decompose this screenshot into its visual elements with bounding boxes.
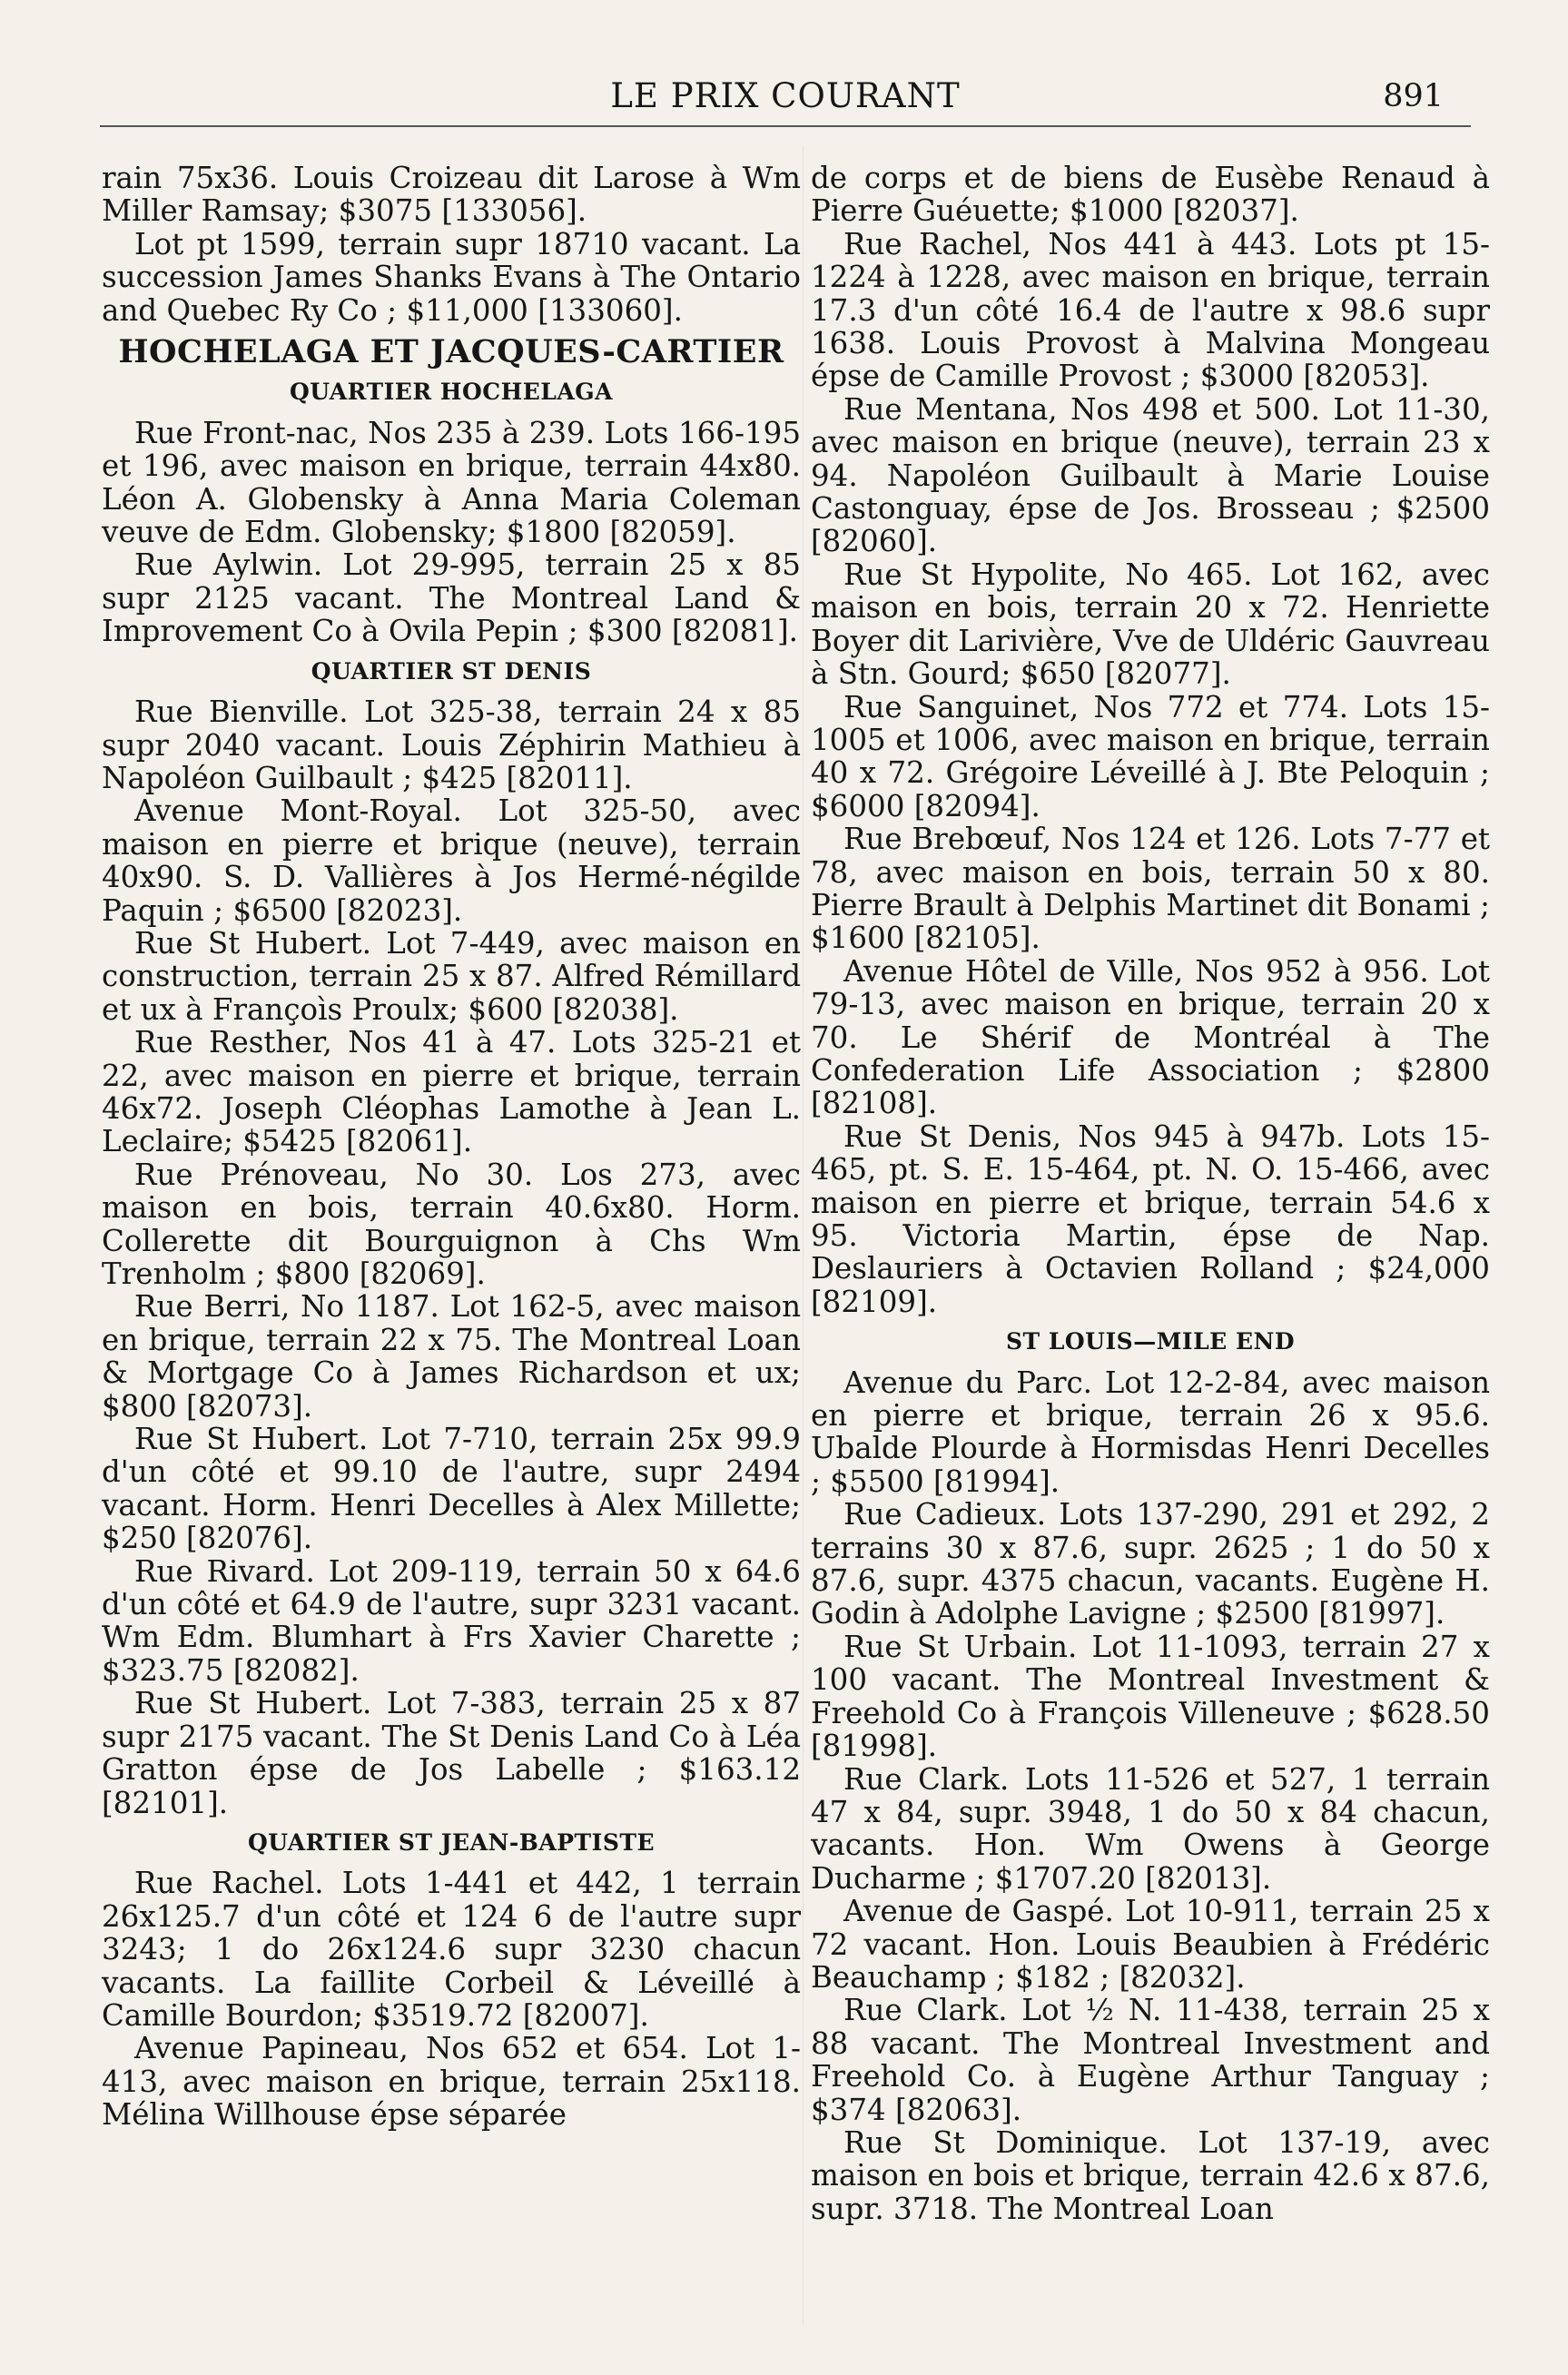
listing-entry: Avenue Hôtel de Ville, Nos 952 à 956. Lot 79-13, avec maison en brique, terrain 20 x 70. Le Shérif de Montréal à The Confederation Life Association ; $2800 [82108]. (811, 953, 1490, 1121)
listing-entry: Avenue Papineau, Nos 652 et 654. Lot 1-413, avec maison en brique, terrain 25x118. Mélina Willhouse épse séparée (102, 2031, 801, 2133)
listing-entry: Lot pt 1599, terrain supr 18710 vacant. La succession James Shanks Evans à The Ontario and Quebec Ry Co ; $11,000 [133060]. (102, 226, 801, 328)
listing-entry: Avenue Mont-Royal. Lot 325-50, avec maison en pierre et brique (neuve), terrain 40x90. S. D. Vallières à Jos Hermé-négilde Paquin ; $6500 [82023]. (102, 793, 801, 928)
listing-entry: Rue Resther, Nos 41 à 47. Lots 325-21 et 22, avec maison en pierre et brique, terrain 46x72. Joseph Cléophas Lamothe à Jean L. Leclaire; $5425 [82061]. (102, 1025, 801, 1159)
listing-entry: rain 75x36. Louis Croizeau dit Larose à Wm Miller Ramsay; $3075 [133056]. (102, 161, 801, 229)
listing-entry: de corps et de biens de Eusèbe Renaud à Pierre Guéuette; $1000 [82037]. (811, 161, 1490, 229)
listing-entry: Rue Mentana, Nos 498 et 500. Lot 11-30, avec maison en brique (neuve), terrain 23 x 94. Napoléon Guilbault à Marie Louise Castonguay, épse de Jos. Brosseau ; $2500 [82060]. (811, 391, 1490, 559)
listing-entry: Rue Berri, No 1187. Lot 162-5, avec maison en brique, terrain 22 x 75. The Montreal Loan & Mortgage Co à James Richardson et ux; $800 [82073]. (102, 1289, 801, 1424)
header-rule (100, 125, 1471, 127)
right-column (811, 162, 1490, 2225)
section-heading: QUARTIER ST DENIS (311, 657, 592, 685)
page-header (100, 73, 1471, 127)
listing-entry: Rue Aylwin. Lot 29-995, terrain 25 x 85 supr 2125 vacant. The Montreal Land & Improvement Co à Ovila Pepin ; $300 [82081]. (102, 547, 801, 649)
section-heading: HOCHELAGA ET JACQUES-CARTIER (118, 333, 784, 371)
listing-entry: Rue Rachel, Nos 441 à 443. Lots pt 15-1224 à 1228, avec maison en brique, terrain 17.3 d'un côté 16.4 de l'autre x 98.6 supr 1638. Louis Provost à Malvina Mongeau épse de Camille Provost ; $3000 [82053]. (811, 226, 1490, 394)
section-heading: QUARTIER ST JEAN-BAPTISTE (247, 1828, 656, 1856)
listing-entry: Rue St Hypolite, No 465. Lot 162, avec maison en bois, terrain 20 x 72. Henriette Boyer dit Larivière, Vve de Uldéric Gauvreau à Stn. Gourd; $650 [82077]. (811, 557, 1490, 692)
listing-entry: Rue St Denis, Nos 945 à 947b. Lots 15-465, pt. S. E. 15-464, pt. N. O. 15-466, avec maison en pierre et brique, terrain 54.6 x 95. Victoria Martin, épse de Nap. Deslauriers à Octavien Rolland ; $24,000 [82109]. (811, 1119, 1490, 1319)
listing-entry: Rue Brebœuf, Nos 124 et 126. Lots 7-77 et 78, avec maison en bois, terrain 50 x 80. Pierre Brault à Delphis Martinet dit Bonami ; $1600 [82105]. (811, 822, 1490, 956)
page-number: 891 (1383, 78, 1444, 114)
listing-entry: Rue Cadieux. Lots 137-290, 291 et 292, 2 terrains 30 x 87.6, supr. 2625 ; 1 do 50 x 87.6, supr. 4375 chacun, vacants. Eugène H. Godin à Adolphe Lavigne ; $2500 [81997]. (811, 1497, 1490, 1631)
listing-entry: Rue Bienville. Lot 325-38, terrain 24 x 85 supr 2040 vacant. Louis Zéphirin Mathieu à Napoléon Guilbault ; $425 [82011]. (102, 695, 801, 795)
publication-title: LE PRIX COURANT (610, 76, 961, 115)
listing-entry: Rue Rivard. Lot 209-119, terrain 50 x 64.6 d'un côté et 64.9 de l'autre, supr 3231 vacant. Wm Edm. Blumhart à Frs Xavier Charette ; $323.75 [82082]. (102, 1553, 801, 1688)
listing-entry: Rue Clark. Lot ½ N. 11-438, terrain 25 x 88 vacant. The Montreal Investment and Freehold Co. à Eugène Arthur Tanguay ; $374 [82063]. (811, 1993, 1490, 2127)
listing-entry: Rue Rachel. Lots 1-441 et 442, 1 terrain 26x125.7 d'un côté et 124 6 de l'autre supr 3243; 1 do 26x124.6 supr 3230 chacun vacants. La faillite Corbeil & Léveillé à Camille Bourdon; $3519.72 [82007]. (102, 1866, 801, 2033)
left-column (102, 162, 801, 2132)
listing-entry: Rue St Dominique. Lot 137-19, avec maison en bois et brique, terrain 42.6 x 87.6, supr. 3718. The Montreal Loan (811, 2124, 1490, 2226)
section-heading: QUARTIER HOCHELAGA (289, 379, 614, 406)
column-divider (803, 145, 804, 2324)
listing-entry: Rue Sanguinet, Nos 772 et 774. Lots 15-1005 et 1006, avec maison en brique, terrain 40 x 72. Grégoire Léveillé à J. Bte Peloquin ; $6000 [82094]. (811, 689, 1490, 823)
listing-entry: Rue Clark. Lots 11-526 et 527, 1 terrain 47 x 84, supr. 3948, 1 do 50 x 84 chacun, vacants. Hon. Wm Owens à George Ducharme ; $1707.20 [82013]. (811, 1761, 1490, 1896)
listing-entry: Rue St Hubert. Lot 7-449, avec maison en construction, terrain 25 x 87. Alfred Rémillard et ux à Françoìs Proulx; $600 [82038]. (102, 925, 801, 1027)
listing-entry: Rue Prénoveau, No 30. Los 273, avec maison en bois, terrain 40.6x80. Horm. Collerette dit Bourguignon à Chs Wm Trenholm ; $800 [82069]. (102, 1157, 801, 1291)
listing-entry: Rue St Hubert. Lot 7-383, terrain 25 x 87 supr 2175 vacant. The St Denis Land Co à Léa Gratton épse de Jos Labelle ; $163.12 [82101]. (102, 1686, 801, 1820)
listing-entry: Avenue du Parc. Lot 12-2-84, avec maison en pierre et brique, terrain 26 x 95.6. Ubalde Plourde à Hormisdas Henri Decelles ; $5500 [81994]. (811, 1365, 1490, 1499)
listing-entry: Rue Front-nac, Nos 235 à 239. Lots 166-195 et 196, avec maison en brique, terrain 44x80. Léon A. Globensky à Anna Maria Coleman veuve de Edm. Globensky; $1800 [82059]. (102, 415, 801, 550)
listing-entry: Rue St Urbain. Lot 11-1093, terrain 27 x 100 vacant. The Montreal Investment & Freehold Co à François Villeneuve ; $628.50 [81998]. (811, 1629, 1490, 1764)
section-heading: ST LOUIS—MILE END (1005, 1328, 1296, 1355)
listing-entry: Rue St Hubert. Lot 7-710, terrain 25x 99.9 d'un côté et 99.10 de l'autre, supr 2494 vacant. Horm. Henri Decelles à Alex Millette; $250 [82076]. (102, 1422, 801, 1556)
listing-entry: Avenue de Gaspé. Lot 10-911, terrain 25 x 72 vacant. Hon. Louis Beaubien à Frédéric Beauchamp ; $182 ; [82032]. (811, 1894, 1490, 1995)
